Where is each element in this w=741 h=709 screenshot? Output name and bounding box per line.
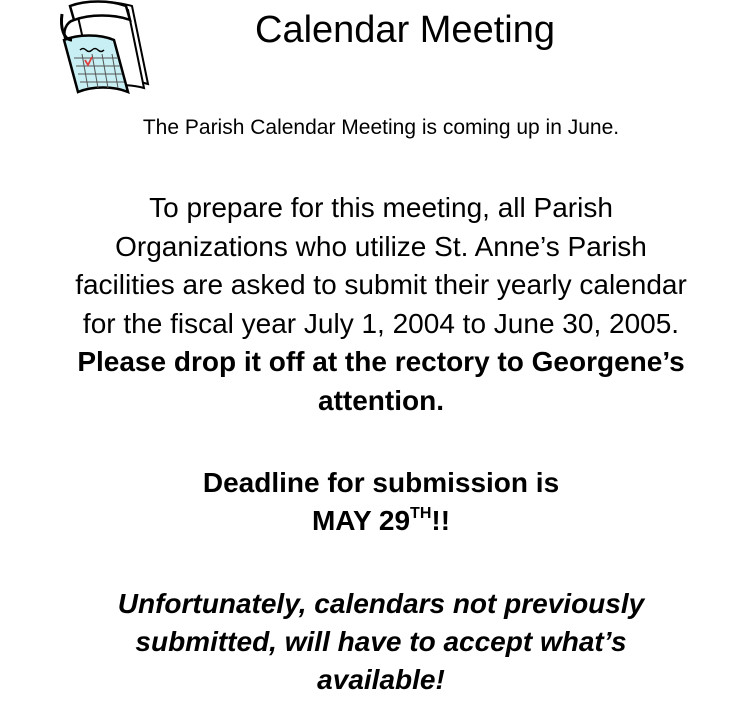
instructions-line: To prepare for this meeting, all Parish xyxy=(149,192,613,223)
calendar-icon xyxy=(52,0,152,98)
deadline-notice xyxy=(0,464,741,540)
instructions-line: facilities are asked to submit their yearly calendar xyxy=(75,269,687,300)
instructions-line: Organizations who utilize St. Anne’s Parish xyxy=(115,230,647,262)
page-title: Calendar Meeting xyxy=(255,9,555,51)
deadline-date xyxy=(0,502,741,540)
closing-comma: , calendars not previously xyxy=(298,588,645,619)
deadline-label: Deadline for submission is xyxy=(202,467,560,498)
instructions-line: for the fiscal year July 1, 2004 to June 30, 2005. xyxy=(82,307,680,339)
closing-line: submitted, will have to accept what’s xyxy=(135,626,627,657)
dropoff-instruction: Please drop it off at the rectory to Georgene’s xyxy=(77,346,685,377)
closing-notice xyxy=(0,585,741,699)
instructions-paragraph xyxy=(0,189,741,420)
dropoff-instruction: attention. xyxy=(318,384,444,416)
deadline-date-suffix: TH xyxy=(410,505,432,522)
closing-emphasis: Unfortunately xyxy=(117,588,299,619)
deadline-date-text: MAY 29 xyxy=(311,505,411,536)
closing-line: available! xyxy=(317,664,445,695)
intro-text: The Parish Calendar Meeting is coming up in June. xyxy=(142,116,620,139)
deadline-exclaim: !! xyxy=(431,505,451,536)
closing-line xyxy=(0,585,741,623)
